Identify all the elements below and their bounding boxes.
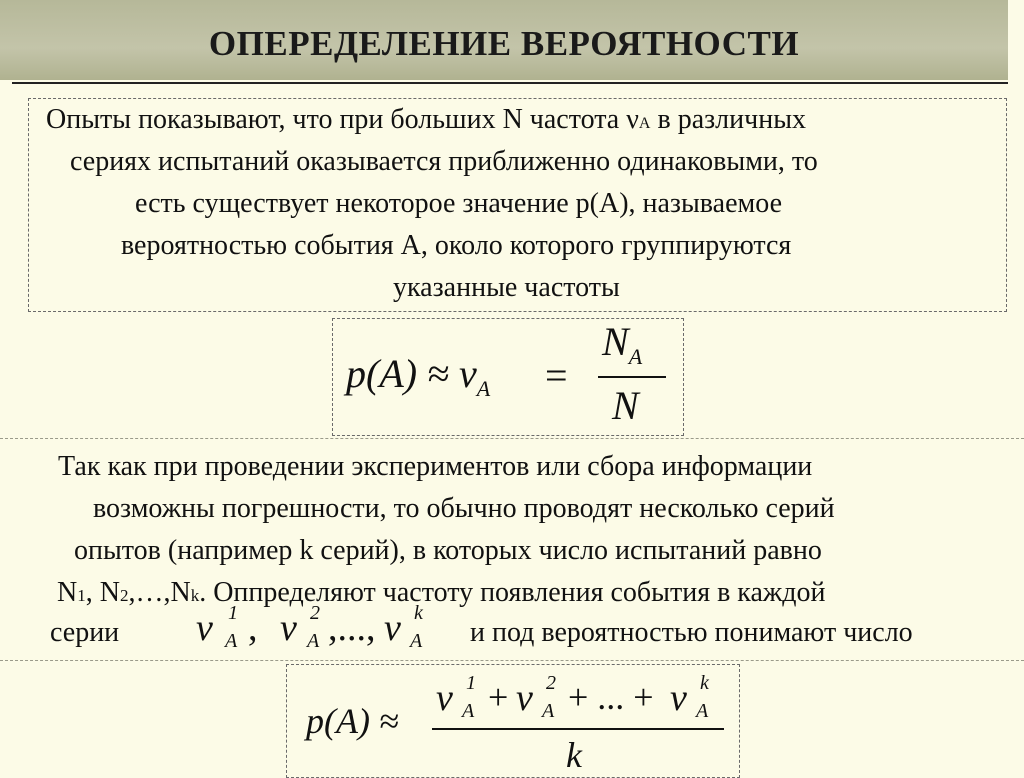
para1-line5: указанные частоты bbox=[393, 272, 620, 303]
formula1-denominator: N bbox=[612, 383, 639, 428]
formula2-denominator: k bbox=[566, 735, 582, 775]
inline-frequencies: ν 1 A , ν 2 A ,..., ν k A bbox=[196, 602, 423, 652]
para1-line2: сериях испытаний оказывается приближенно одинаковыми, то bbox=[70, 146, 818, 177]
formula2-fraction-bar bbox=[432, 728, 724, 730]
para1-line3: есть существует некоторое значение p(A), называемое bbox=[135, 188, 782, 219]
para2-line5-start: серии bbox=[50, 617, 120, 648]
formula-probability-approx: $p(A) \approx \nu_A$ = $N_A$ N bbox=[0, 0, 1024, 440]
formula1-lhs: p(A) ≈ ν bbox=[346, 351, 477, 396]
formula-average-probability: p(A) ≈ ν 1 A + ν 2 A + ... + ν k A k bbox=[0, 0, 1024, 767]
para2-line5-end: и под вероятностью понимают число bbox=[470, 617, 913, 648]
para1-line1: Опыты показывают, что при больших N частота νA в различных bbox=[46, 104, 807, 135]
para2-line2: возможны погрешности, то обычно проводят несколько серий bbox=[93, 493, 835, 524]
para2-line4: N1, N2,…,Nk. Оппределяют частоту появления события в каждой bbox=[57, 577, 826, 608]
para2-line1: Так как при проведении экспериментов или сбора информации bbox=[58, 451, 813, 482]
formula2-lhs: p(A) ≈ bbox=[306, 701, 399, 741]
page-title: ОПЕРЕДЕЛЕНИЕ ВЕРОЯТНОСТИ bbox=[208, 24, 800, 63]
formula1-numerator: $N_A$ bbox=[602, 319, 643, 369]
para1-line4: вероятностью события А, около которого группируются bbox=[121, 230, 792, 261]
formula1-equals: = bbox=[545, 353, 568, 398]
para2-line3: опытов (например k серий), в которых число испытаний равно bbox=[74, 535, 822, 566]
